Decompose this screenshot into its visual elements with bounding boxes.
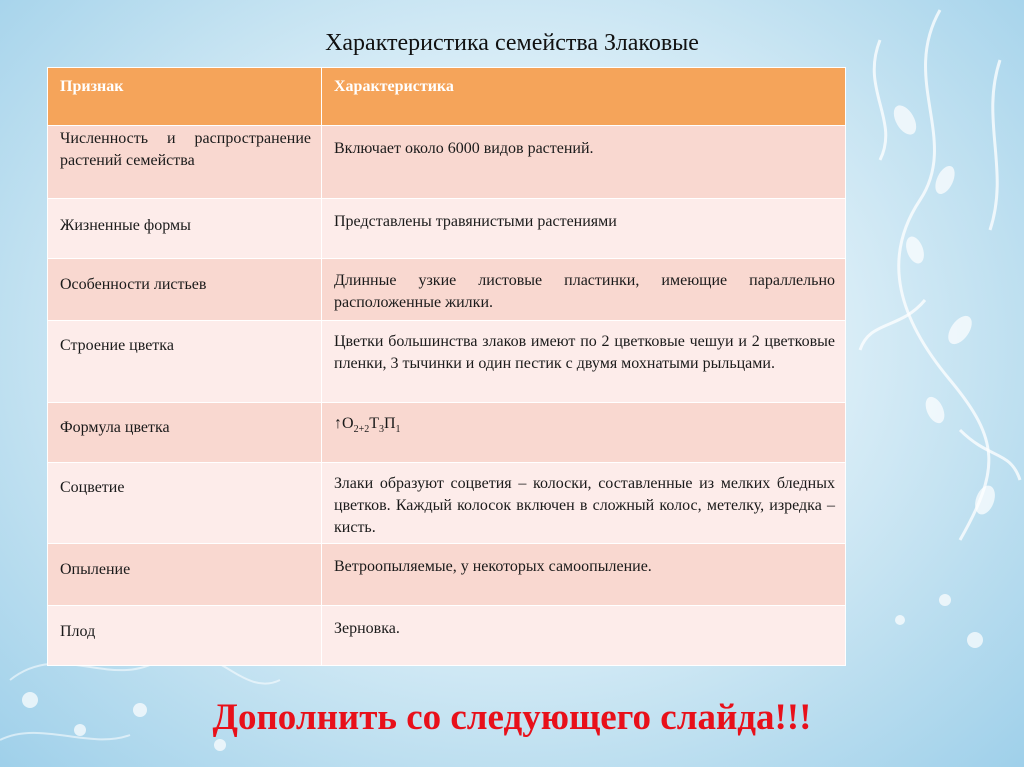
value-cell: Представлены травянистыми растениями <box>322 199 846 259</box>
value-cell: Включает около 6000 видов растений. <box>322 126 846 199</box>
flower-formula <box>322 403 846 463</box>
formula-stamens-count: 3 <box>378 424 384 435</box>
feature-cell: Особенности листьев <box>48 259 322 321</box>
formula-pistil: П <box>383 415 396 432</box>
table-header-row <box>48 68 846 126</box>
column-header-characteristic: Характеристика <box>322 68 846 126</box>
value-cell: Цветки большинства злаков имеют по 2 цветковые чешуи и 2 цветковые пленки, 3 тычинки и один пестик с двумя мохнатыми рыльцами. <box>322 321 846 403</box>
table-row <box>48 544 846 606</box>
value-cell: Ветроопыляемые, у некоторых самоопыление. <box>322 544 846 606</box>
column-header-feature: Признак <box>48 68 322 126</box>
feature-cell: Опыление <box>48 544 322 606</box>
feature-cell: Соцветие <box>48 463 322 544</box>
value-cell: Злаки образуют соцветия – колоски, составленные из мелких бледных цветков. Каждый колосок включен в сложный колос, метелку, изредка – кисть. <box>322 463 846 544</box>
feature-cell: Формула цветка <box>48 403 322 463</box>
table-row <box>48 126 846 199</box>
value-cell: Зерновка. <box>322 606 846 666</box>
slide-title: Характеристика семейства Злаковые <box>325 30 699 56</box>
feature-cell: Численность и распространение растений семейства <box>48 126 322 199</box>
characteristics-table <box>47 67 846 666</box>
table-row <box>48 321 846 403</box>
feature-cell: Плод <box>48 606 322 666</box>
formula-perianth-count: 2+2 <box>353 424 370 435</box>
feature-cell: Строение цветка <box>48 321 322 403</box>
table-row <box>48 199 846 259</box>
feature-cell: Жизненные формы <box>48 199 322 259</box>
table-row <box>48 403 846 463</box>
value-cell: Длинные узкие листовые пластинки, имеющие параллельно расположенные жилки. <box>322 259 846 321</box>
table-row <box>48 606 846 666</box>
footer-note: Дополнить со следующего слайда!!! <box>212 697 812 738</box>
formula-perianth: О <box>342 415 354 432</box>
formula-pistil-count: 1 <box>395 424 401 435</box>
table-row <box>48 463 846 544</box>
formula-stamens: Т <box>369 415 379 432</box>
zygomorphy-arrow: ↑ <box>334 415 342 432</box>
table-row <box>48 259 846 321</box>
